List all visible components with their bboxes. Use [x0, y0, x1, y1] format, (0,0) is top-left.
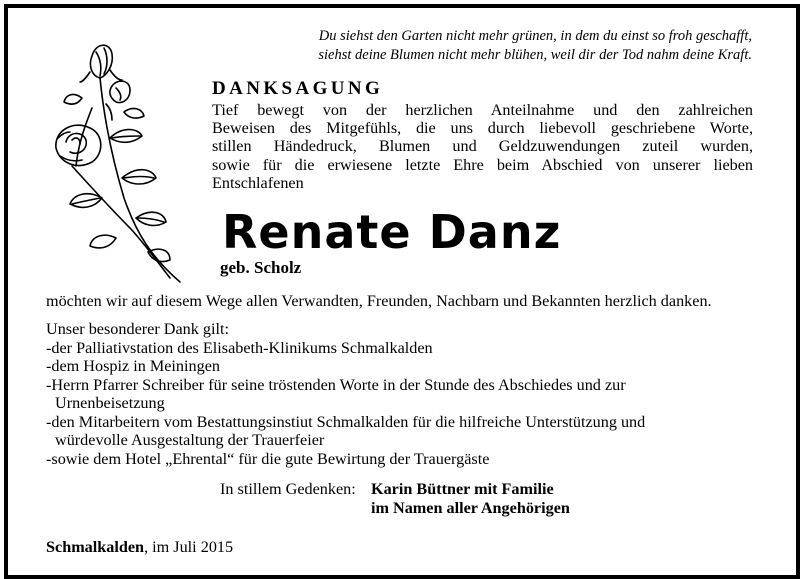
thanks-line: möchten wir auf diesem Wege allen Verwandten, Freunden, Nachbarn und Bekannten herzlich danken.	[46, 292, 712, 310]
list-item-continuation: würdevolle Ausgestaltung der Trauerfeier	[55, 431, 325, 449]
intro-line: Tief bewegt von der herzlichen Anteilnahme und den zahlreichen	[212, 101, 753, 119]
family-name: Karin Büttner mit Familie	[371, 480, 554, 498]
special-thanks-heading: Unser besonderer Dank gilt:	[46, 320, 229, 338]
rose-drawing-icon	[52, 38, 187, 286]
maiden-name: geb. Scholz	[220, 258, 302, 277]
poem-quote	[232, 27, 752, 65]
intro-line: Entschlafenen	[212, 173, 304, 192]
list-item: -dem Hospiz in Meiningen	[46, 357, 220, 375]
list-item-continuation: Urnenbeisetzung	[55, 394, 165, 412]
deceased-name: Renate Danz	[222, 205, 562, 259]
place-town: Schmalkalden	[46, 538, 145, 556]
intro-line: sowie für die erwiesene letzte Ehre beim Abschied von unserer lieben	[212, 155, 753, 174]
heading-danksagung: DANKSAGUNG	[212, 78, 384, 99]
list-item: -sowie dem Hotel „Ehrental“ für die gute Bewirtung der Trauergäste	[46, 449, 490, 468]
closing-lead: In stillem Gedenken:	[220, 480, 356, 498]
intro-line: stillen Händedruck, Blumen und Geldzuwendungen zuteil wurden,	[212, 137, 753, 156]
family-signature	[371, 480, 570, 518]
list-item: -Herrn Pfarrer Schreiber für seine tröstenden Worte in der Stunde des Abschiedes und zur	[46, 375, 626, 394]
intro-line: Beweisen des Mitgefühls, die uns durch liebevoll geschriebene Worte,	[212, 119, 753, 138]
special-thanks-list	[46, 320, 766, 468]
list-item: -der Palliativstation des Elisabeth-Klinikums Schmalkalden	[46, 338, 433, 357]
date-text: , im Juli 2015	[144, 538, 234, 556]
list-item: -den Mitarbeitern vom Bestattungsinstiut Schmalkalden für die hilfreiche Unterstützung und	[46, 412, 646, 431]
intro-paragraph	[212, 101, 753, 192]
place-date	[46, 538, 233, 557]
poem-line: siehst deine Blumen nicht mehr blühen, weil dir der Tod nahm deine Kraft.	[318, 47, 752, 63]
relatives-line: im Namen aller Angehörigen	[371, 499, 570, 517]
poem-line: Du siehst den Garten nicht mehr grünen, in dem du einst so froh geschafft,	[318, 28, 752, 44]
